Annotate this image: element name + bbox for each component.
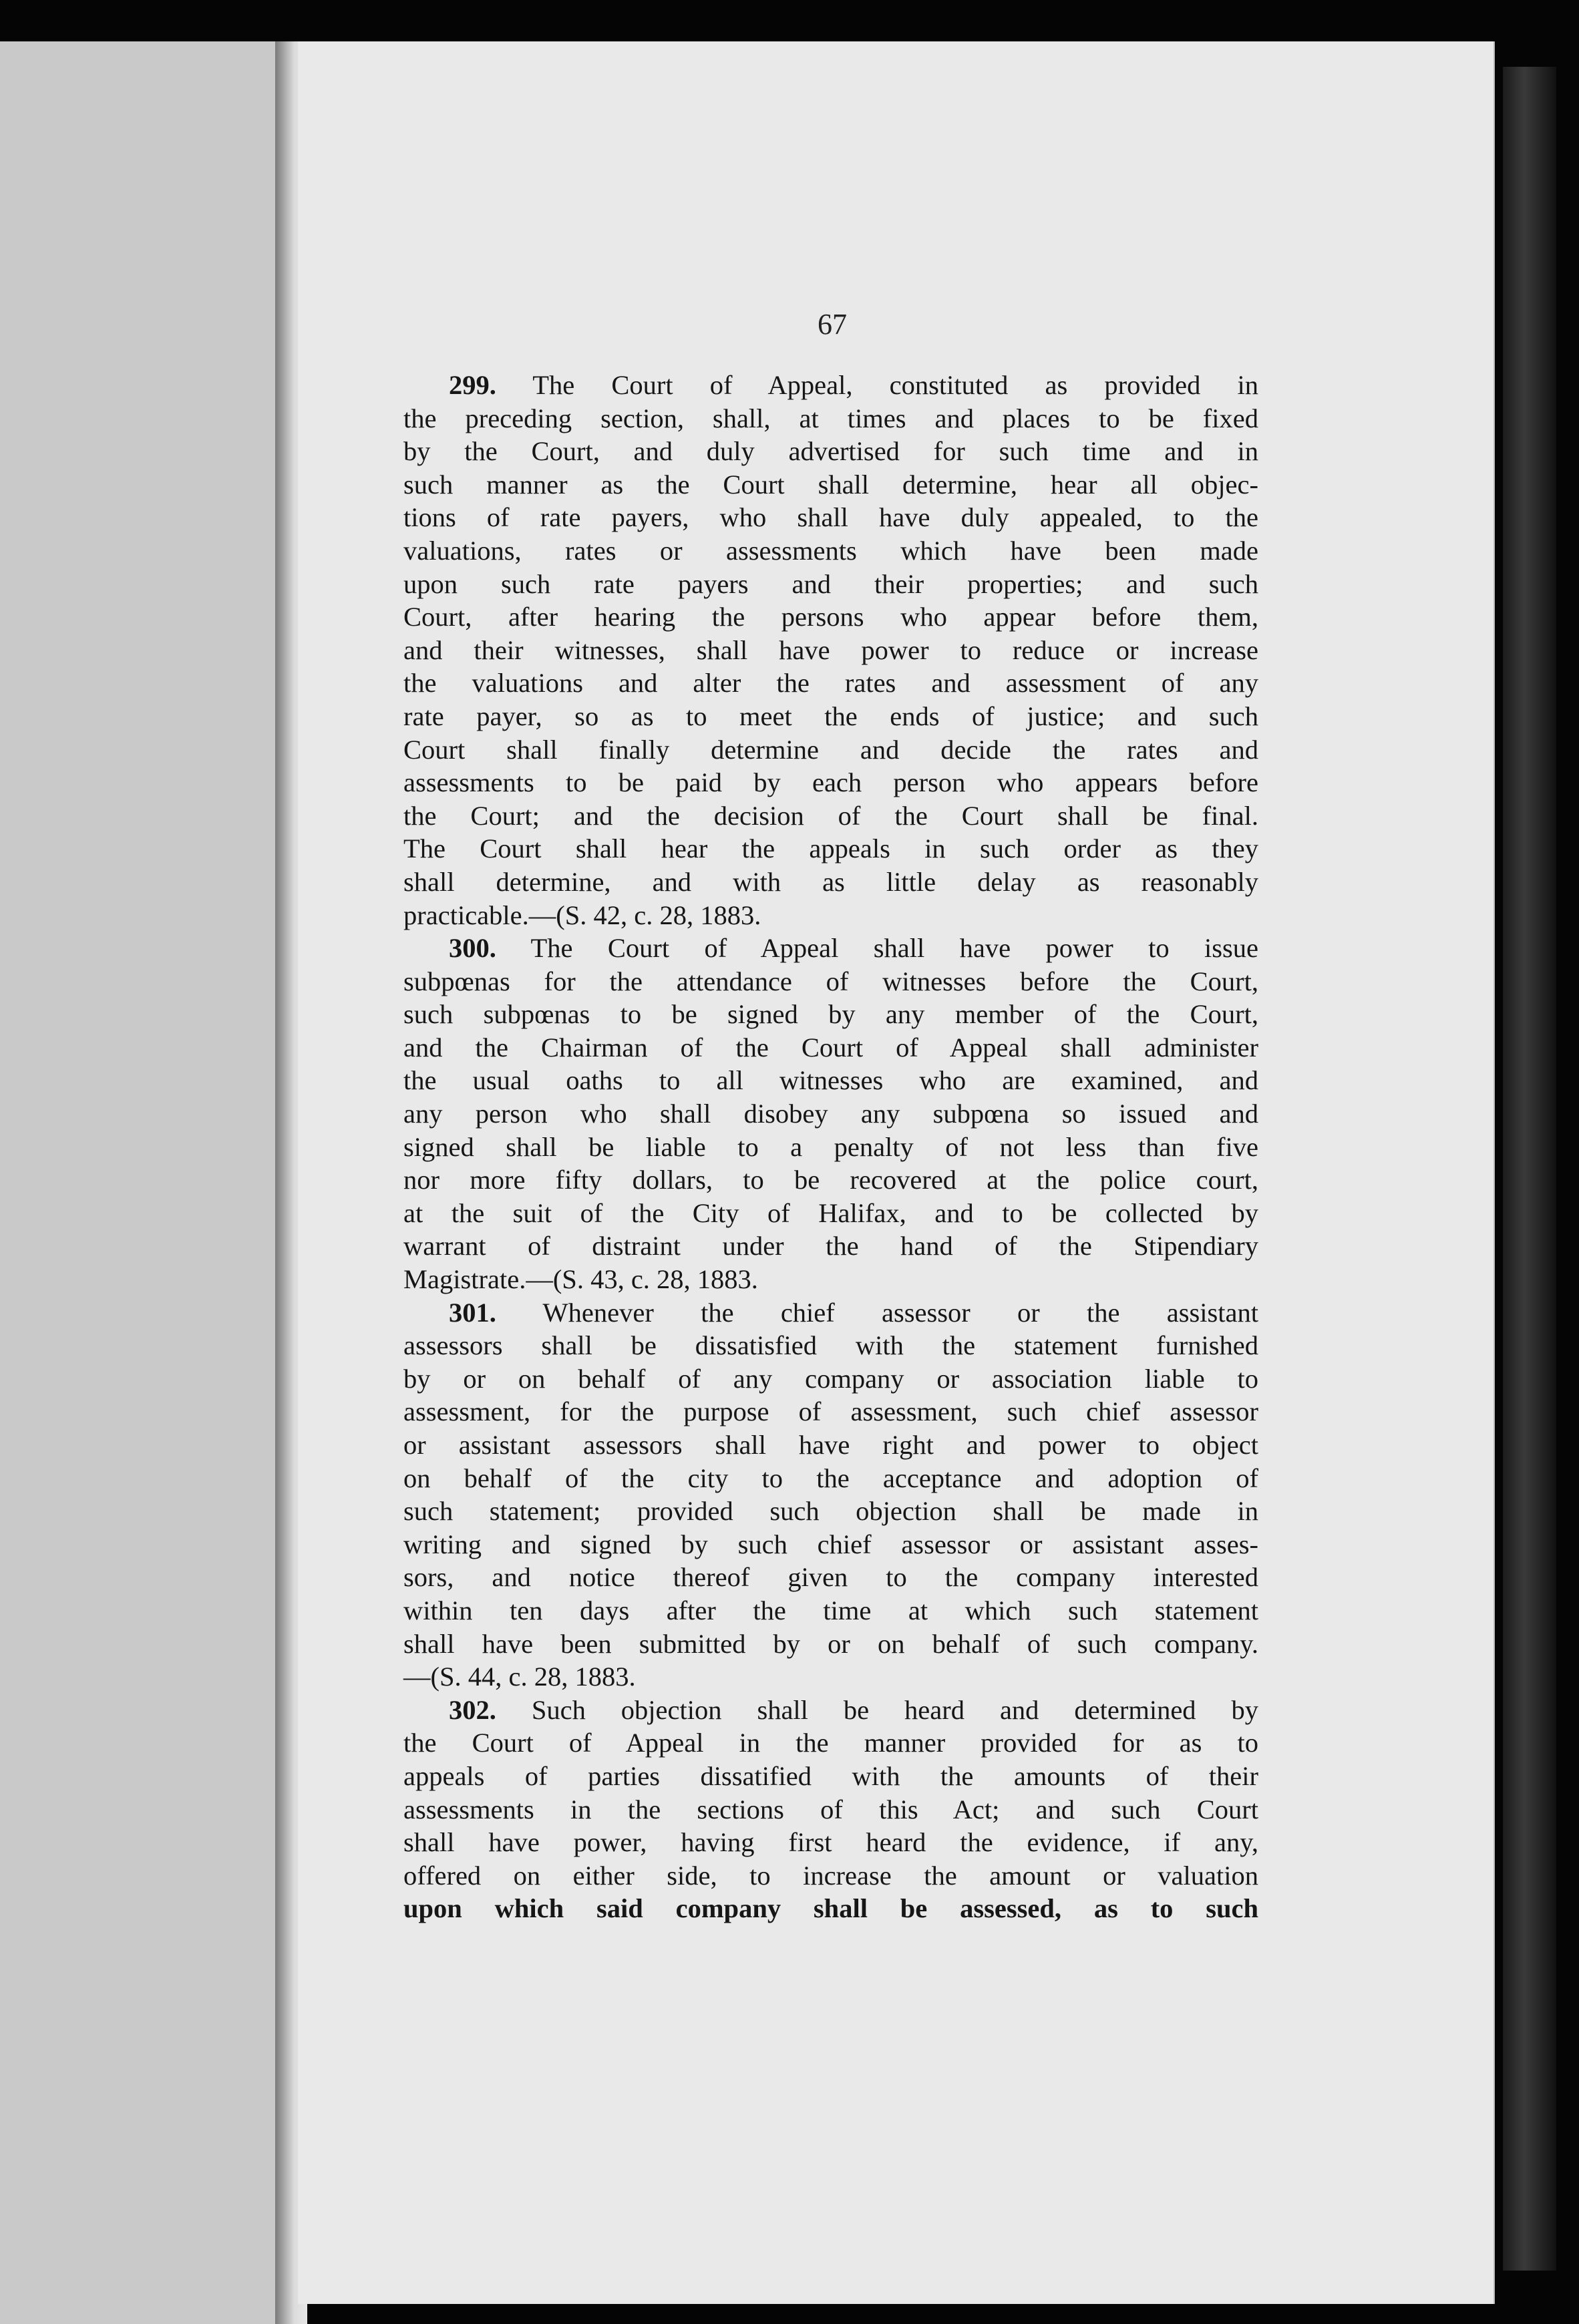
text-line: Court shall finally determine and decide the rates and <box>403 734 1258 765</box>
text-line: upon such rate payers and their properties; and such <box>403 568 1258 599</box>
text-line: offered on either side, to increase the amount or valuation <box>403 1860 1258 1891</box>
text-line: warrant of distraint under the hand of the Stipendiary <box>403 1231 1258 1262</box>
text-line: practicable.—(S. 42, c. 28, 1883. <box>403 900 761 930</box>
text-line: Court, after hearing the persons who appear before them, <box>403 602 1258 632</box>
text-line: writing and signed by such chief assessor or assistant asses- <box>403 1529 1258 1559</box>
text-line: on behalf of the city to the acceptance and adoption of <box>403 1463 1258 1493</box>
text-line: appeals of parties dissatified with the amounts of their <box>403 1760 1258 1791</box>
text-line: such manner as the Court shall determine, hear all objec- <box>403 469 1258 500</box>
section-number: 301. <box>449 1297 496 1328</box>
text-line: subpœnas for the attendance of witnesses before the Court, <box>403 966 1258 996</box>
text-line: signed shall be liable to a penalty of not less than five <box>403 1131 1258 1162</box>
text-line: the preceding section, shall, at times and places to be fixed <box>403 403 1258 433</box>
text-line: such subpœnas to be signed by any member of the Court, <box>403 999 1258 1030</box>
page-number: 67 <box>818 308 847 341</box>
text-line: nor more fifty dollars, to be recovered at the police court, <box>403 1165 1258 1195</box>
text-line: the Court; and the decision of the Court shall be final. <box>403 800 1258 831</box>
text-line: by or on behalf of any company or association liable to <box>403 1363 1258 1394</box>
text-line: upon which said company shall be assessed, as to such <box>403 1893 1258 1924</box>
text-line: by the Court, and duly advertised for such time and in <box>403 436 1258 467</box>
text-line: the valuations and alter the rates and assessment of any <box>403 668 1258 699</box>
text-line: assessors shall be dissatisfied with the statement furnished <box>403 1330 1258 1361</box>
text-line: shall determine, and with as little delay as reasonably <box>403 866 1258 897</box>
text-line: shall have power, having first heard the evidence, if any, <box>403 1827 1258 1858</box>
text-line: such statement; provided such objection shall be made in <box>403 1496 1258 1527</box>
text-line: assessments to be paid by each person who appears before <box>403 767 1258 798</box>
text-line: the Court of Appeal in the manner provided for as to <box>403 1728 1258 1758</box>
text-line: 302. Such objection shall be heard and determined by <box>449 1694 1258 1725</box>
text-line: any person who shall disobey any subpœna so issued and <box>403 1099 1258 1129</box>
text-line: and their witnesses, shall have power to reduce or increase <box>403 634 1258 665</box>
text-line: within ten days after the time at which such statement <box>403 1595 1258 1625</box>
section-number: 302. <box>449 1694 496 1725</box>
text-line: Magistrate.—(S. 43, c. 28, 1883. <box>403 1264 758 1295</box>
text-line: valuations, rates or assessments which have been made <box>403 535 1258 566</box>
text-line: at the suit of the City of Halifax, and to be collected by <box>403 1197 1258 1228</box>
text-line: shall have been submitted by or on behalf of such company. <box>403 1628 1258 1659</box>
text-line: rate payer, so as to meet the ends of justice; and such <box>403 701 1258 731</box>
text-line: 301. Whenever the chief assessor or the assistant <box>449 1297 1258 1328</box>
text-line: 299. The Court of Appeal, constituted as provided in <box>449 370 1258 400</box>
body-text <box>403 369 1258 1925</box>
text-line: and the Chairman of the Court of Appeal shall administer <box>403 1032 1258 1062</box>
book-edge <box>1503 67 1556 2271</box>
text-line: 300. The Court of Appeal shall have power to issue <box>449 933 1258 964</box>
text-line: sors, and notice thereof given to the company interested <box>403 1562 1258 1593</box>
left-page <box>0 41 275 2324</box>
text-line: The Court shall hear the appeals in such order as they <box>403 833 1258 864</box>
text-line: the usual oaths to all witnesses who are examined, and <box>403 1065 1258 1096</box>
text-line: assessments in the sections of this Act; and such Court <box>403 1794 1258 1824</box>
text-line: —(S. 44, c. 28, 1883. <box>403 1662 636 1692</box>
section-number: 299. <box>449 370 496 400</box>
section-number: 300. <box>449 933 496 964</box>
text-line: tions of rate payers, who shall have duly appealed, to the <box>403 502 1258 533</box>
text-line: or assistant assessors shall have right and power to object <box>403 1430 1258 1460</box>
text-line: assessment, for the purpose of assessment, such chief assessor <box>403 1396 1258 1427</box>
